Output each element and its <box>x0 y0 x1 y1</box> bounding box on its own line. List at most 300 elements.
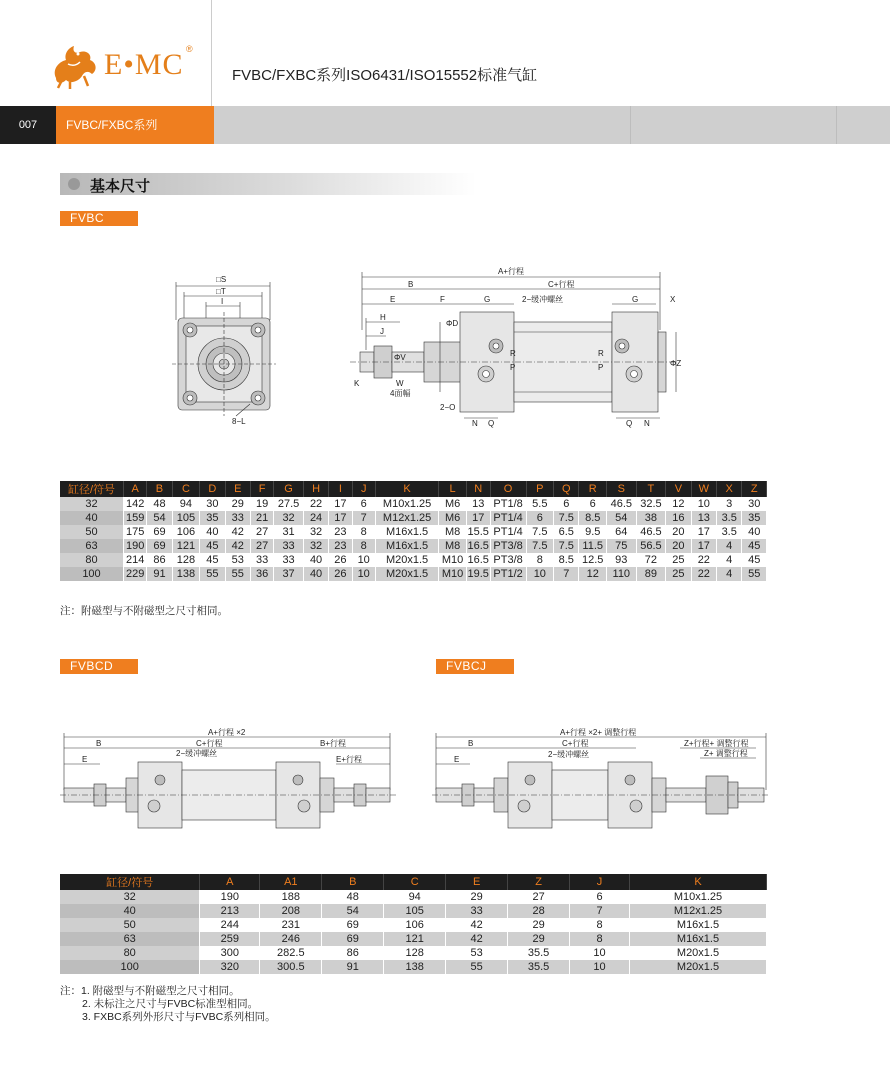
table-cell: 69 <box>322 918 384 932</box>
table-row <box>60 946 767 960</box>
table-cell: 35.5 <box>508 960 570 974</box>
fvbcd-labels <box>55 725 465 845</box>
table-cell: 33 <box>274 553 304 567</box>
table-cell: PT1/8 <box>490 497 526 511</box>
table-cell: 40 <box>742 525 767 539</box>
table-cell: M16x1.5 <box>375 525 439 539</box>
label-e: E <box>454 755 460 764</box>
fvbcd-fvbcj-dimension-table <box>60 874 767 974</box>
table-cell: 91 <box>147 567 172 581</box>
table-cell: 15.5 <box>467 526 489 538</box>
table-header-cell: N <box>466 481 490 497</box>
table-cell: M12x1.25 <box>375 511 439 525</box>
table-cell: 7.5 <box>554 539 579 553</box>
table-cell: 12.5 <box>579 553 607 567</box>
label-e: E <box>390 295 396 304</box>
table-cell: M16x1.5 <box>630 932 767 946</box>
table-cell: 10 <box>352 567 375 581</box>
table-cell: 10 <box>352 553 375 567</box>
table-cell: 10 <box>570 960 630 974</box>
table-header-cell: A <box>124 481 147 497</box>
table-header-cell: I <box>329 481 352 497</box>
series-label: FVBC/FXBC系列 <box>56 106 214 144</box>
table-cell: 32 <box>274 511 304 525</box>
table-cell: 40 <box>200 525 225 539</box>
table-cell: 20 <box>666 525 691 539</box>
table-cell: 121 <box>384 932 446 946</box>
table-cell: 46.5 <box>606 497 636 511</box>
horse-icon <box>48 40 104 90</box>
table-cell: 33 <box>225 511 250 525</box>
table-cell: 27 <box>508 890 570 904</box>
table-cell: 69 <box>147 539 172 553</box>
table-cell: 7.5 <box>554 511 579 525</box>
table-cell: 27 <box>250 539 273 553</box>
table-header-cell: D <box>200 481 225 497</box>
table-cell: 19 <box>250 497 273 511</box>
table-cell: 56.5 <box>636 539 666 553</box>
table-cell: 45 <box>742 553 767 567</box>
label-h: H <box>380 313 386 322</box>
table-cell: 29 <box>508 918 570 932</box>
brand-name: E•MC <box>104 48 184 81</box>
table-cell: 300.5 <box>260 960 322 974</box>
header-divider <box>211 0 212 106</box>
front-view <box>172 282 276 416</box>
table-row <box>60 932 767 946</box>
table-row <box>60 567 767 581</box>
label-e: E <box>82 755 88 764</box>
table-cell: 105 <box>172 511 200 525</box>
table-cell: 188 <box>260 890 322 904</box>
table-cell: M16x1.5 <box>630 918 767 932</box>
table-header-cell: 缸径/符号 <box>60 874 200 890</box>
table-cell: 282.5 <box>260 946 322 960</box>
table-row <box>60 539 767 553</box>
table-cell: 45 <box>200 539 225 553</box>
table-cell: 6 <box>526 511 554 525</box>
label-c: C+行程 <box>562 739 589 748</box>
label-o: 2−O <box>440 403 456 412</box>
table-cell: 22 <box>303 497 328 511</box>
table-cell: 13 <box>466 497 490 511</box>
table-cell: 4 <box>717 567 742 581</box>
table-cell: 16.5 <box>467 554 489 566</box>
table-cell: 128 <box>384 946 446 960</box>
table-cell: M10x1.25 <box>630 890 767 904</box>
table-cell: PT3/8 <box>490 539 526 553</box>
table-cell: 175 <box>124 525 147 539</box>
table-cell: 29 <box>225 497 250 511</box>
table-cell: M16x1.5 <box>375 539 439 553</box>
table-cell: 19.5 <box>467 568 489 580</box>
table-cell: M20x1.5 <box>375 553 439 567</box>
table-cell: 26 <box>329 567 352 581</box>
table-cell: 22 <box>691 567 716 581</box>
table-cell: 69 <box>322 932 384 946</box>
table-cell: 89 <box>636 567 666 581</box>
label-v: ΦV <box>394 353 406 362</box>
table-cell: 121 <box>172 539 200 553</box>
table-header-cell: O <box>490 481 526 497</box>
label-g2: G <box>632 295 639 304</box>
table-header-cell: R <box>579 481 607 497</box>
tag-fvbcj: FVBCJ <box>436 659 514 674</box>
table-cell: 25 <box>666 553 691 567</box>
table-cell: 94 <box>384 890 446 904</box>
table-cell: 8 <box>570 918 630 932</box>
table-header-row <box>60 874 767 890</box>
page-header <box>0 0 890 106</box>
label-i: I <box>221 297 224 306</box>
table-row <box>60 960 767 974</box>
table-cell: 42 <box>225 525 250 539</box>
registered-mark: ® <box>186 44 193 54</box>
table-cell: 24 <box>303 511 328 525</box>
table-cell: 32 <box>303 525 328 539</box>
table-cell: 86 <box>322 946 384 960</box>
table-cell: 72 <box>636 553 666 567</box>
table-cell: 8.5 <box>579 511 607 525</box>
table-cell: 7 <box>570 904 630 918</box>
table-cell: 246 <box>260 932 322 946</box>
section-bar <box>0 106 890 144</box>
table-cell: 231 <box>260 918 322 932</box>
label-c: C+行程 <box>548 280 575 289</box>
table-cell: 110 <box>606 567 636 581</box>
table-cell: 63 <box>60 539 124 553</box>
table-cell: 100 <box>60 960 200 974</box>
table-cell: 45 <box>742 539 767 553</box>
table-cell: 3.5 <box>717 511 742 525</box>
table-cell: 12 <box>666 497 691 511</box>
table-cell: 37 <box>274 567 304 581</box>
brand-logo <box>48 40 198 90</box>
table-cell: 42 <box>446 918 508 932</box>
table-cell: 7.5 <box>526 525 554 539</box>
table-cell: M12x1.25 <box>630 904 767 918</box>
table-header-cell: 缸径/符号 <box>60 481 124 497</box>
label-a: A+行程 <box>498 267 525 276</box>
table-cell: 42 <box>446 932 508 946</box>
table-cell: 93 <box>606 553 636 567</box>
table-cell: 27 <box>250 525 273 539</box>
table-header-cell: K <box>375 481 439 497</box>
label-t: □T <box>216 287 226 296</box>
table-header-cell: C <box>384 874 446 890</box>
table-cell: 40 <box>303 553 328 567</box>
table-header-cell: H <box>303 481 328 497</box>
table-header-cell: Q <box>554 481 579 497</box>
table-row <box>60 918 767 932</box>
table-cell: 7 <box>352 511 375 525</box>
table-header-cell: E <box>225 481 250 497</box>
label-flats: 4面幅 <box>390 389 411 398</box>
table-header-cell: B <box>147 481 172 497</box>
label-b: B <box>468 739 474 748</box>
label-z-plus-adjust: Z+行程+ 调整行程 <box>684 739 749 748</box>
label-w: W <box>396 379 404 388</box>
label-j: J <box>380 327 384 336</box>
fvbc-dimension-table <box>60 481 767 581</box>
section-title-text: 基本尺寸 <box>90 178 151 195</box>
label-l: 8−L <box>232 417 246 426</box>
table-cell: 8 <box>570 932 630 946</box>
label-k: K <box>354 379 360 388</box>
table-header-cell: V <box>666 481 691 497</box>
table-cell: 54 <box>147 511 172 525</box>
table-cell: 138 <box>172 567 200 581</box>
table-cell: M8 <box>439 539 467 553</box>
table-cell: 63 <box>60 932 200 946</box>
table-header-cell: P <box>526 481 554 497</box>
table-cell: M20x1.5 <box>630 946 767 960</box>
table-cell: 50 <box>60 918 200 932</box>
table-cell: 35 <box>200 511 225 525</box>
note-1: 注：附磁型与不附磁型之尺寸相同。 <box>60 605 228 617</box>
table-cell: 8 <box>352 525 375 539</box>
label-z-adjust: Z+ 调整行程 <box>704 749 748 758</box>
table-cell: 128 <box>172 553 200 567</box>
label-buffer: 2−缓冲螺丝 <box>522 295 564 304</box>
label-b: B <box>96 739 102 748</box>
table-cell: 190 <box>200 890 260 904</box>
label-g1: G <box>484 295 491 304</box>
table-cell: 8.5 <box>554 553 579 567</box>
table-header-cell: S <box>606 481 636 497</box>
bar-divider <box>836 106 837 144</box>
table-header-cell: J <box>570 874 630 890</box>
table-cell: 32 <box>60 497 124 511</box>
table-cell: 30 <box>742 497 767 511</box>
table-cell: 54 <box>322 904 384 918</box>
label-buffer: 2−缓冲螺丝 <box>176 749 218 758</box>
table-cell: 106 <box>172 525 200 539</box>
table-cell: 9.5 <box>579 525 607 539</box>
tag-fvbc: FVBC <box>60 211 138 226</box>
table-cell: 300 <box>200 946 260 960</box>
table-row <box>60 890 767 904</box>
table-cell: 100 <box>60 567 124 581</box>
label-n2: N <box>644 419 650 428</box>
label-f: F <box>440 295 445 304</box>
table-row <box>60 511 767 525</box>
table-cell: 35 <box>742 511 767 525</box>
table-cell: 244 <box>200 918 260 932</box>
page-number: 007 <box>0 106 56 144</box>
table-cell: 7.5 <box>526 539 554 553</box>
table-cell: 64 <box>606 525 636 539</box>
table-header-cell: L <box>439 481 467 497</box>
label-q2: Q <box>626 419 633 428</box>
table-cell: 55 <box>446 960 508 974</box>
table-cell: 32.5 <box>636 497 666 511</box>
table-cell: 46.5 <box>636 525 666 539</box>
table-cell: 40 <box>60 511 124 525</box>
label-a-x2-adjust: A+行程 ×2+ 调整行程 <box>560 728 637 737</box>
table-cell: 48 <box>322 890 384 904</box>
table-cell: M20x1.5 <box>375 567 439 581</box>
table-row <box>60 525 767 539</box>
table-header-cell: J <box>352 481 375 497</box>
table-cell: M6 <box>439 497 467 511</box>
table-cell: 320 <box>200 960 260 974</box>
fvbcj-labels <box>430 725 770 845</box>
label-r2: R <box>598 349 604 358</box>
table-cell: 10 <box>570 946 630 960</box>
table-cell: 80 <box>60 553 124 567</box>
table-cell: 33 <box>446 904 508 918</box>
table-cell: 22 <box>691 553 716 567</box>
label-a-x2: A+行程 ×2 <box>208 728 246 737</box>
table-cell: 80 <box>60 946 200 960</box>
table-cell: 6 <box>570 890 630 904</box>
table-cell: 53 <box>225 553 250 567</box>
table-cell: 25 <box>666 567 691 581</box>
table-cell: M10x1.25 <box>375 497 439 511</box>
table-cell: 11.5 <box>579 539 607 553</box>
table-cell: 35.5 <box>508 946 570 960</box>
label-e-plus: E+行程 <box>336 755 363 764</box>
table-cell: 23 <box>329 539 352 553</box>
table-cell: 55 <box>200 567 225 581</box>
table-cell: 48 <box>147 497 172 511</box>
table-cell: 55 <box>225 567 250 581</box>
table-row <box>60 497 767 511</box>
table-header-cell: G <box>274 481 304 497</box>
table-cell: 159 <box>124 511 147 525</box>
page-title: FVBC/FXBC系列ISO6431/ISO15552标准气缸 <box>232 67 538 84</box>
label-x: X <box>670 295 676 304</box>
label-p2: P <box>598 363 604 372</box>
tag-fvbcd: FVBCD <box>60 659 138 674</box>
table-cell: 17 <box>691 525 716 539</box>
table-header-row <box>60 481 767 497</box>
section-title <box>60 173 476 195</box>
table-header-cell: W <box>691 481 716 497</box>
table-cell: M6 <box>439 511 467 525</box>
table-cell: 50 <box>60 525 124 539</box>
table-row <box>60 904 767 918</box>
table-cell: PT1/4 <box>490 511 526 525</box>
table-cell: 33 <box>250 553 273 567</box>
label-buffer: 2−缓冲螺丝 <box>548 750 590 759</box>
table-cell: 91 <box>322 960 384 974</box>
label-n: N <box>472 419 478 428</box>
note-line: 3. FXBC系列外形尺寸与FVBC系列相同。 <box>82 1011 276 1023</box>
table-cell: PT3/8 <box>490 553 526 567</box>
table-cell: 4 <box>717 539 742 553</box>
table-cell: M10 <box>439 553 467 567</box>
table-cell: 42 <box>225 539 250 553</box>
table-cell: 86 <box>147 553 172 567</box>
table-cell: 94 <box>172 497 200 511</box>
table-cell: PT1/2 <box>490 567 526 581</box>
table-cell: 32 <box>60 890 200 904</box>
table-cell: 13 <box>691 511 716 525</box>
table-cell: 32 <box>303 539 328 553</box>
notes-2 <box>60 985 276 1024</box>
table-header-cell: X <box>717 481 742 497</box>
table-header-cell: A1 <box>260 874 322 890</box>
bar-divider <box>630 106 631 144</box>
table-header-cell: F <box>250 481 273 497</box>
table-header-cell: Z <box>742 481 767 497</box>
table-cell: 75 <box>606 539 636 553</box>
table-cell: 213 <box>200 904 260 918</box>
label-b-plus: B+行程 <box>320 739 347 748</box>
table-cell: PT1/4 <box>490 525 526 539</box>
table-cell: 54 <box>606 511 636 525</box>
table-cell: 190 <box>124 539 147 553</box>
table-cell: 138 <box>384 960 446 974</box>
table-cell: 6 <box>352 497 375 511</box>
table-cell: 12 <box>579 567 607 581</box>
label-c: C+行程 <box>196 739 223 748</box>
table-cell: 10 <box>526 567 554 581</box>
table-cell: 23 <box>329 525 352 539</box>
table-header-cell: B <box>322 874 384 890</box>
table-header-cell: T <box>636 481 666 497</box>
table-cell: 8 <box>526 553 554 567</box>
table-cell: 6 <box>579 497 607 511</box>
table-cell: 31 <box>274 525 304 539</box>
table-cell: 7 <box>554 567 579 581</box>
bullet-icon <box>68 178 80 190</box>
table-header-cell: C <box>172 481 200 497</box>
label-d: ΦD <box>446 319 459 328</box>
table-cell: 8 <box>352 539 375 553</box>
note-line: 2. 未标注之尺寸与FVBC标准型相同。 <box>82 998 259 1010</box>
table-cell: 4 <box>717 553 742 567</box>
table-cell: 26 <box>329 553 352 567</box>
table-cell: 55 <box>742 567 767 581</box>
table-cell: 16 <box>666 511 691 525</box>
table-cell: 6.5 <box>554 525 579 539</box>
table-cell: 10 <box>691 497 716 511</box>
table-header-cell: K <box>630 874 767 890</box>
table-cell: 21 <box>250 511 273 525</box>
table-cell: 229 <box>124 567 147 581</box>
table-cell: 17 <box>329 497 352 511</box>
table-cell: 29 <box>446 890 508 904</box>
table-cell: 28 <box>508 904 570 918</box>
label-p1: P <box>510 363 516 372</box>
note-line: 注：1. 附磁型与不附磁型之尺寸相同。 <box>60 985 240 997</box>
table-cell: 53 <box>446 946 508 960</box>
table-cell: 45 <box>200 553 225 567</box>
table-header-cell: Z <box>508 874 570 890</box>
table-cell: 105 <box>384 904 446 918</box>
table-cell: M10 <box>439 567 467 581</box>
table-cell: 142 <box>124 497 147 511</box>
table-cell: 106 <box>384 918 446 932</box>
table-cell: 38 <box>636 511 666 525</box>
fvbc-drawing <box>0 230 890 460</box>
table-cell: 214 <box>124 553 147 567</box>
label-z: ΦZ <box>670 359 682 368</box>
table-cell: 30 <box>200 497 225 511</box>
label-r1: R <box>510 349 516 358</box>
table-cell: 20 <box>666 539 691 553</box>
table-cell: 36 <box>250 567 273 581</box>
table-header-cell: E <box>446 874 508 890</box>
table-cell: 40 <box>303 567 328 581</box>
table-row <box>60 553 767 567</box>
table-cell: 3 <box>717 497 742 511</box>
table-cell: 208 <box>260 904 322 918</box>
table-cell: 17 <box>466 511 490 525</box>
